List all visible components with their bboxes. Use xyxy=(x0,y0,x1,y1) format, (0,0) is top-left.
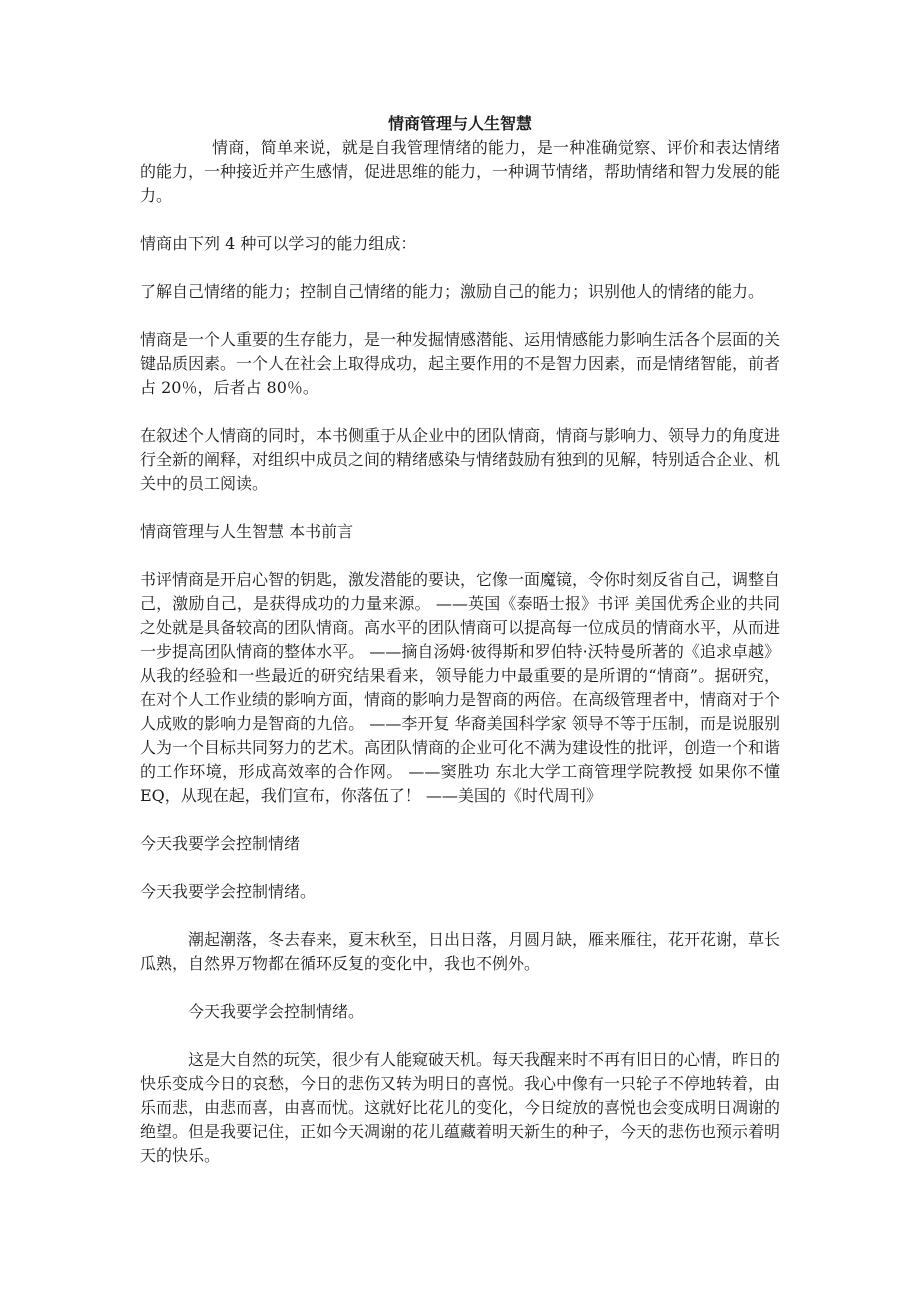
paragraph-components-list: 了解自己情绪的能力；控制自己情绪的能力；激励自己的能力；识别他人的情绪的能力。 xyxy=(140,282,765,301)
paragraph-control-emotions-1: 今天我要学会控制情绪。 xyxy=(140,882,317,901)
paragraph-components-intro: 情商由下列 4 种可以学习的能力组成： xyxy=(140,234,417,253)
paragraph-definition: 情商，简单来说，就是自我管理情绪的能力，是一种准确觉察、评价和表达情绪的能力，一种接近并产生感情，促进思维的能力，一种调节情绪，帮助情绪和智力发展的能力。 xyxy=(140,138,781,205)
section-heading-control-emotions: 今天我要学会控制情绪 xyxy=(140,834,301,853)
paragraph-reviews: 书评情商是开启心智的钥匙，激发潜能的要诀，它像一面魔镜，令你时刻反省自己，调整自己，激励自己，是获得成功的力量来源。 ——英国《泰晤士报》书评 美国优秀企业的共同之处就是具备较高的团队情商。高水平的团队情商可以提高每一位成员的情商水平，从而进一步提高团队情商的整体水平。 ——摘自汤姆·彼得斯和罗伯特·沃特曼所著的《追求卓越》 从我的经验和一些最近的研究结果看来，领导能力中最重要的是所谓的“情商”。据研究，在对个人工作业绩的影响方面，情商的影响力是智商的两倍。在高级管理者中，情商对于个人成败的影响力是智商的九倍。 ——李开复 华裔美国科学家 领导不等于压制，而是说服别人为一个目标共同努力的艺术。高团队情商的企业可化不满为建设性的批评，创造一个和谐的工作环境，形成高效率的合作网。 ——窦胜功 东北大学工商管理学院教授 如果你不懂 EQ，从现在起，我们宣布，你落伍了！ ——美国的《时代周刊》 xyxy=(140,570,781,805)
paragraph-nature-joke: 这是大自然的玩笑，很少有人能窥破天机。每天我醒来时不再有旧日的心情，昨日的快乐变成今日的哀愁，今日的悲伤又转为明日的喜悦。我心中像有一只轮子不停地转着，由乐而悲，由悲而喜，由喜而忧。这就好比花儿的变化，今日绽放的喜悦也会变成明日凋谢的绝望。但是我要记住，正如今天凋谢的花儿蕴藏着明天新生的种子，今天的悲伤也预示着明天的快乐。 xyxy=(140,1050,781,1165)
paragraph-importance: 情商是一个人重要的生存能力，是一种发掘情感潜能、运用情感能力影响生活各个层面的关键品质因素。一个人在社会上取得成功，起主要作用的不是智力因素，而是情绪智能，前者占 20％，后者占 80％。 xyxy=(140,330,781,397)
section-heading-preface: 情商管理与人生智慧 本书前言 xyxy=(140,522,354,541)
document-title: 情商管理与人生智慧 xyxy=(387,114,532,133)
paragraph-control-emotions-2: 今天我要学会控制情绪。 xyxy=(188,1002,365,1021)
paragraph-book-focus: 在叙述个人情商的同时，本书侧重于从企业中的团队情商，情商与影响力、领导力的角度进行全新的阐释，对组织中成员之间的精绪感染与情绪鼓励有独到的见解，特别适合企业、机关中的员工阅读。 xyxy=(140,426,781,493)
paragraph-nature-cycles: 潮起潮落，冬去春来，夏末秋至，日出日落，月圆月缺，雁来雁往，花开花谢，草长瓜熟，自然界万物都在循环反复的变化中，我也不例外。 xyxy=(140,930,781,973)
